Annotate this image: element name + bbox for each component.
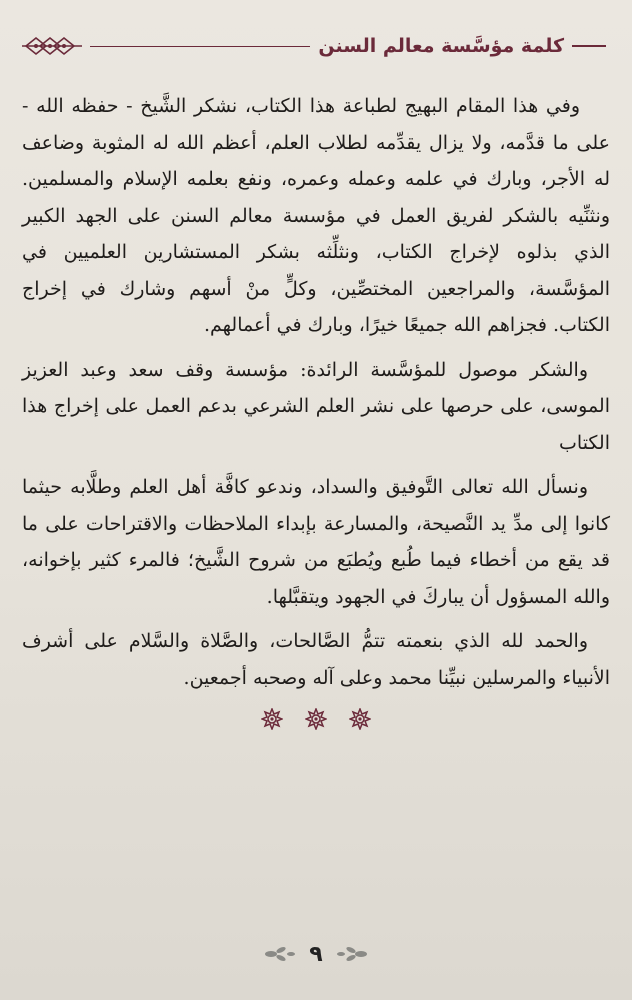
paragraph-closing-praise: والحمد لله الذي بنعمته تتمُّ الصَّالحات، والصَّلاة والسَّلام على أشرف الأنبياء والمرسلين نبيِّنا محمد وعلى آله وصحبه أجمعين.	[22, 630, 610, 689]
section-divider	[0, 708, 632, 730]
page-number: ٩	[309, 941, 323, 967]
rosette-icon	[305, 708, 327, 730]
header-title: كلمة مؤسَّسة معالم السنن	[318, 35, 564, 57]
rosette-icon	[349, 708, 371, 730]
knot-ornament-icon	[22, 32, 82, 60]
paragraph-thanks-foundation: والشكر موصول للمؤسَّسة الرائدة: مؤسسة وقف سعد وعبد العزيز الموسى، على حرصها على نشر العلم الشرعي بدعم العمل على إخراج هذا الكتاب	[22, 358, 610, 454]
leaf-ornament-icon	[263, 944, 297, 964]
rosette-icon	[261, 708, 283, 730]
running-header	[22, 26, 606, 66]
page-footer	[0, 934, 632, 974]
paragraph-request-advice: ونسأل الله تعالى التَّوفيق والسداد، وندعو كافَّة أهل العلم وطلَّابه حيثما كانوا إلى مدِّ يد النَّصيحة، والمسارعة بإبداء الملاحظات والاقتراحات على ما قد يقع من أخطاء فيما طُبع ويُطبَع من شروح الشَّيخ؛ فالمرء كثير بإخوانه، والله المسؤول أن يباركَ في الجهود ويتقبَّلها.	[22, 476, 610, 608]
paragraph-thanks-sheikh: وفي هذا المقام البهيج لطباعة هذا الكتاب، نشكر الشَّيخ - حفظه الله - على ما قدَّمه، ولا يزال يقدِّمه لطلاب العلم، أعظم الله له المثوبة وضاعف له الأجر، وبارك في علمه وعمله وعمره، ونفع بعلمه الإسلام والمسلمين. ونثنِّيه بالشكر لفريق العمل في مؤسسة معالم السنن على الجهد الكبير الذي بذلوه لإخراج الكتاب، ونثلِّثه بشكر المستشارين العلميين في المؤسَّسة، والمراجعين المختصِّين، وكلٍّ منْ أسهم وشارك في إخراج الكتاب. فجزاهم الله جميعًا خيرًا، وبارك في أعمالهم.	[22, 95, 610, 336]
main-text	[22, 88, 610, 704]
header-dash	[572, 45, 606, 47]
leaf-ornament-icon	[335, 944, 369, 964]
header-rule	[90, 46, 310, 47]
